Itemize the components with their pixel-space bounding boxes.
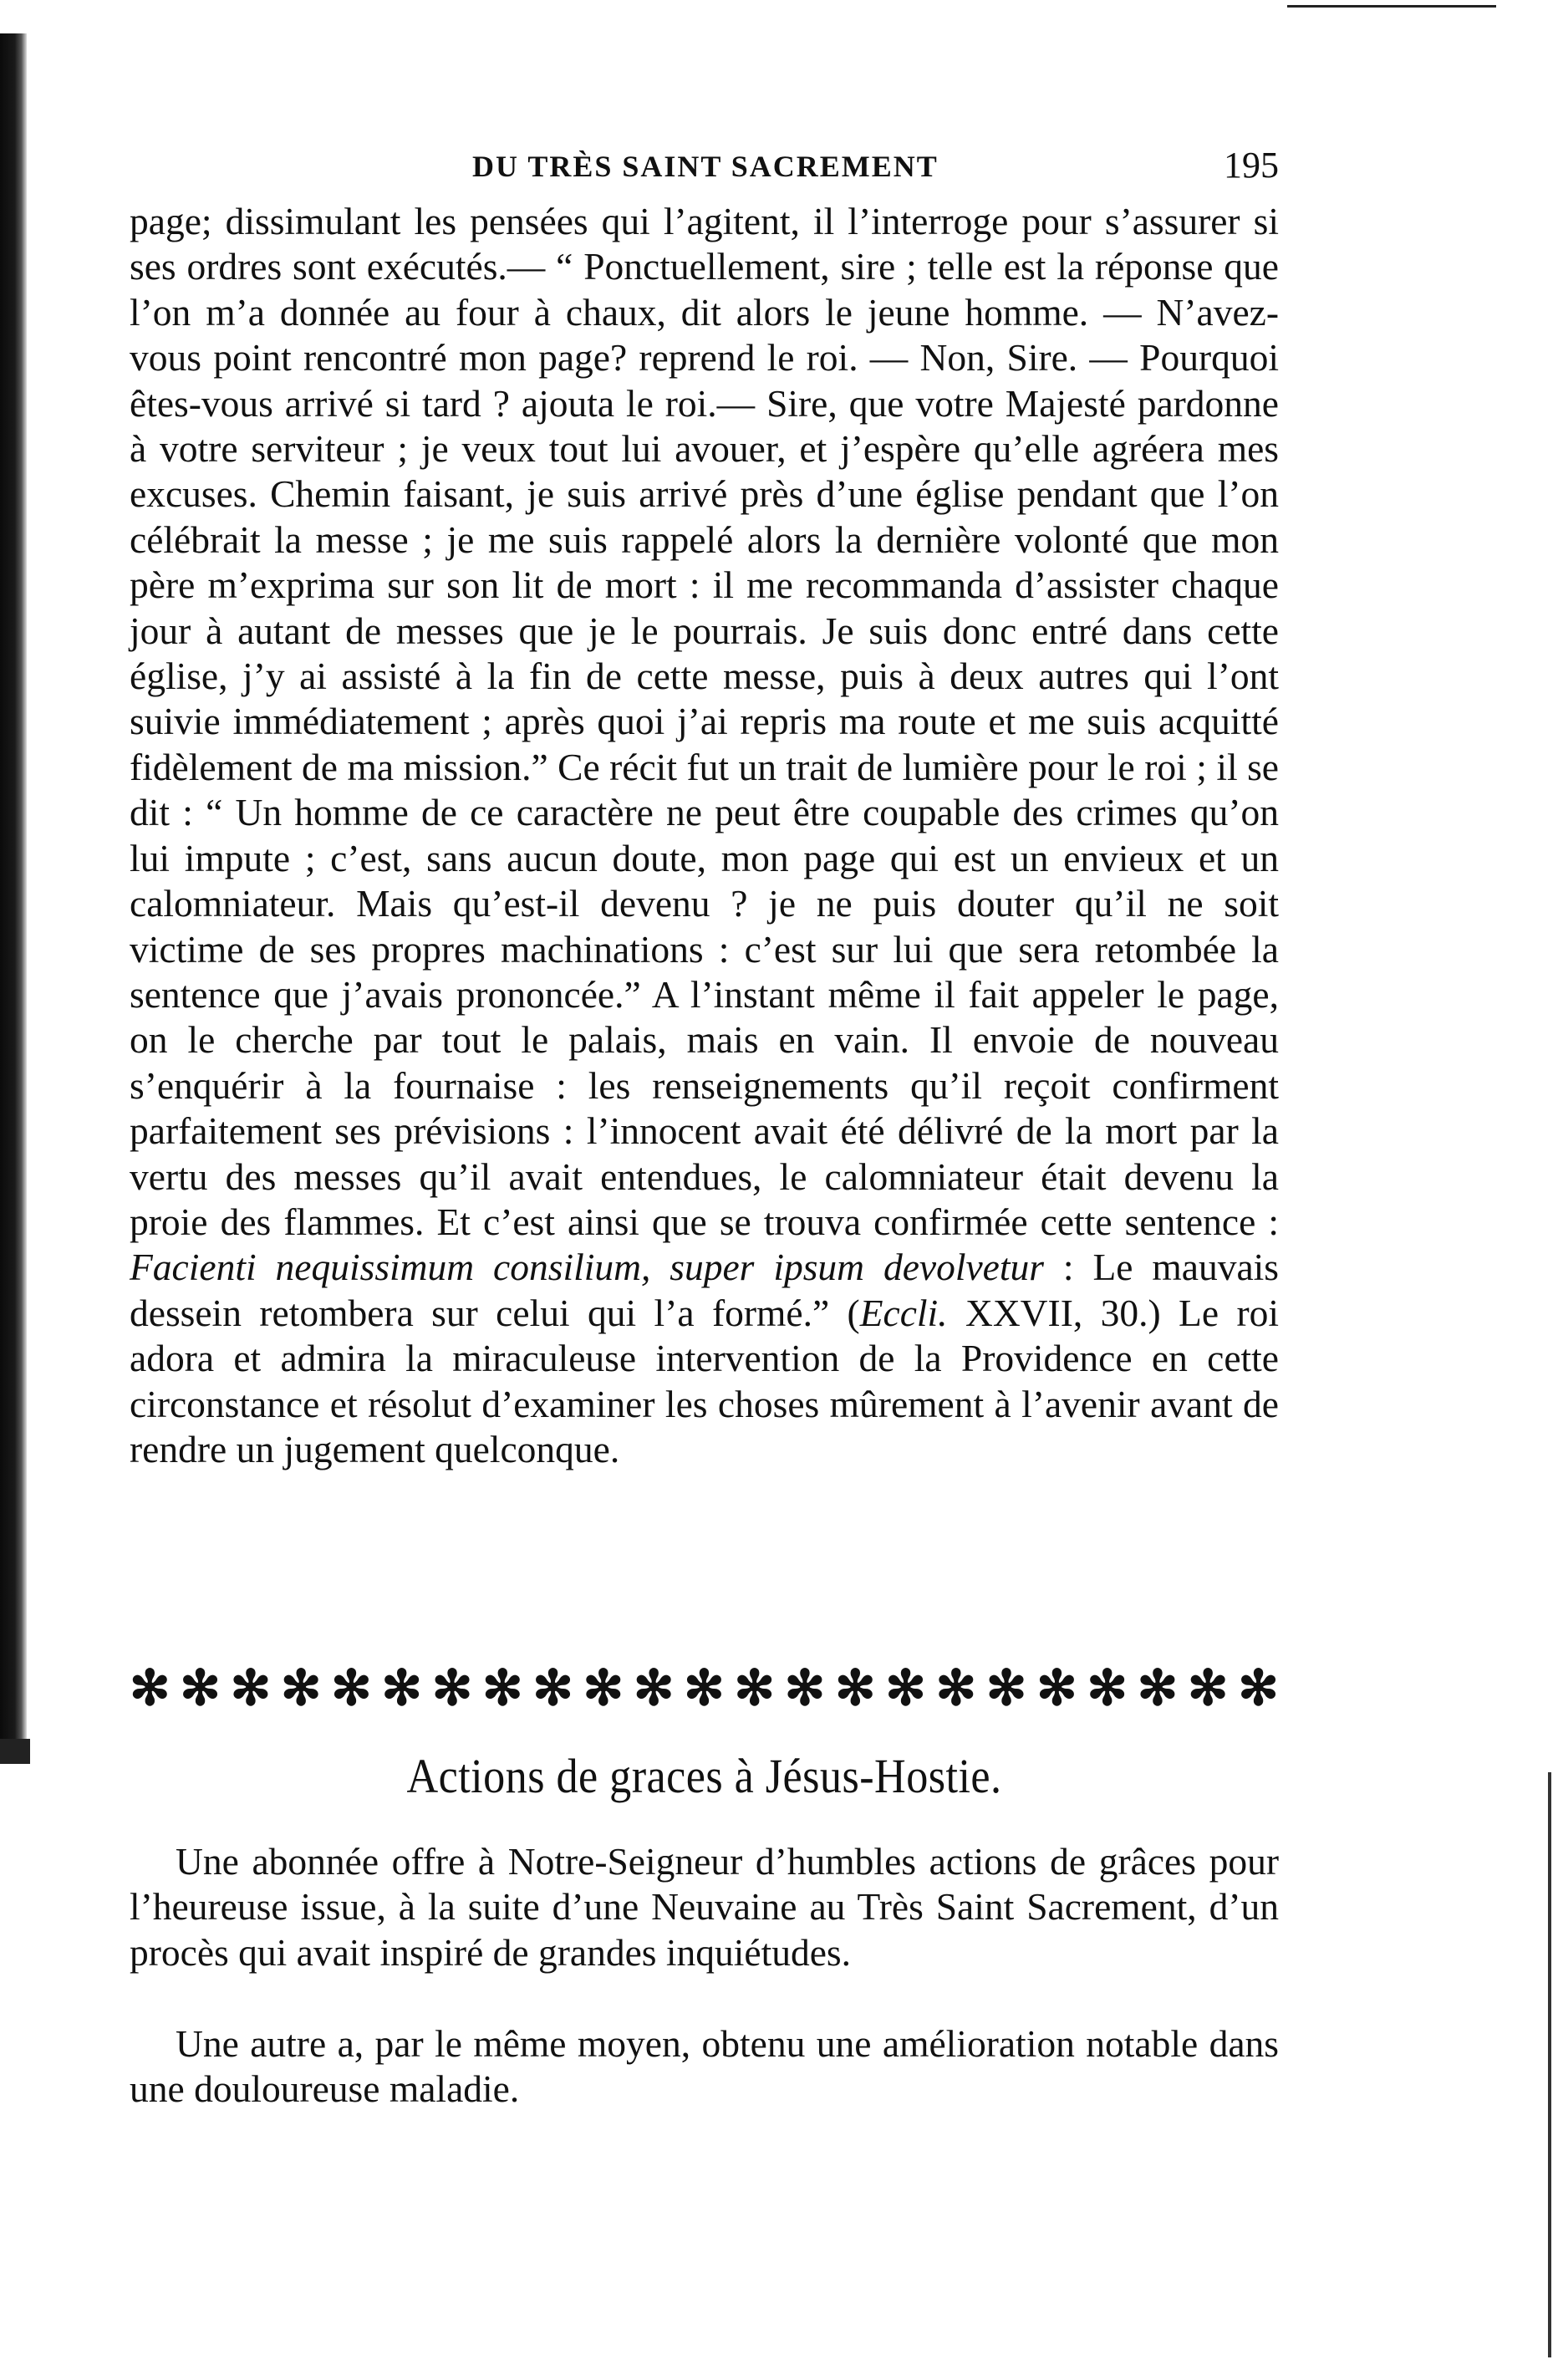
ornament-star-icon: ✻ — [381, 1661, 423, 1715]
page-number: 195 — [1224, 145, 1279, 186]
ornament-star-icon: ✻ — [331, 1661, 372, 1715]
notice-2 — [130, 2021, 1279, 2112]
ornament-star-icon: ✻ — [1238, 1661, 1279, 1715]
book-spine-shadow — [0, 33, 27, 1739]
ornament-star-icon: ✻ — [130, 1661, 171, 1715]
running-title: DU TRÈS SAINT SACREMENT — [472, 150, 939, 183]
ornament-star-icon: ✻ — [230, 1661, 272, 1715]
ornament-star-icon: ✻ — [734, 1661, 775, 1715]
ornament-star-icon: ✻ — [985, 1661, 1027, 1715]
ornament-star-icon: ✻ — [1187, 1661, 1229, 1715]
ornament-star-icon: ✻ — [180, 1661, 221, 1715]
latin-quote: Facienti nequissimum consilium, super ipsum devolvetur — [130, 1246, 1044, 1289]
notice-text: Une abonnée offre à Notre-Seigneur d’humbles actions de grâces pour l’heureuse issue, à la suite d’une Neuvaine au Très Saint Sacrement, d’un procès qui avait inspiré de grandes inquiétudes. — [130, 1840, 1279, 1974]
ornament-star-icon: ✻ — [633, 1661, 675, 1715]
ornament-star-icon: ✻ — [1087, 1661, 1128, 1715]
notice-text: Une autre a, par le même moyen, obtenu une amélioration notable dans une douloureuse maladie. — [130, 2022, 1279, 2111]
citation-ref: XXVII, 30.) — [947, 1291, 1161, 1334]
ornament-star-icon: ✻ — [1137, 1661, 1179, 1715]
citation-book: Eccli. — [859, 1291, 948, 1334]
ornament-star-icon: ✻ — [834, 1661, 876, 1715]
ornament-star-icon: ✻ — [280, 1661, 322, 1715]
quote-translation: : Le mauvais dessein retombera sur celui qui l’a formé.” ( — [130, 1246, 1279, 1334]
scan-edge-rule — [1287, 5, 1496, 8]
section-title: Actions de graces à Jésus-Hostie. — [406, 1749, 1002, 1803]
ornament-star-icon: ✻ — [784, 1661, 826, 1715]
scan-right-edge — [1548, 1772, 1551, 2357]
ornament-star-icon: ✻ — [431, 1661, 473, 1715]
main-text — [130, 199, 1279, 1472]
ornamental-divider — [130, 1659, 1279, 1718]
ornament-star-icon: ✻ — [481, 1661, 523, 1715]
ornament-star-icon: ✻ — [684, 1661, 725, 1715]
body-paragraph — [130, 199, 1279, 1472]
ornament-star-icon: ✻ — [532, 1661, 573, 1715]
ornament-star-icon: ✻ — [1036, 1661, 1077, 1715]
ornament-star-icon: ✻ — [935, 1661, 977, 1715]
body-paragraph-text: page; dissimulant les pensées qui l’agitent, il l’interroge pour s’assurer si ses ordres sont exécutés.— “ Ponctuellement, sire ; telle est la réponse que l’on m’a donnée au four à chaux, dit alors le jeune homme. — N’avez-vous point rencontré mon page? reprend le roi. — Non, Sire. — Pourquoi êtes-vous arrivé si tard ? ajouta le roi.— Sire, que votre Majesté pardonne à votre serviteur ; je veux tout lui avouer, et j’espère qu’elle agréera mes excuses. Chemin faisant, je suis arrivé près d’une église pendant que l’on célébrait la messe ; je me suis rappelé alors la dernière volonté que mon père m’exprima sur son lit de mort : il me recommanda d’assister chaque jour à autant de messes que je le pourrais. Je suis donc entré dans cette église, j’y ai assisté à la fin de cette messe, puis à deux autres qui l’ont suivie immédiatement ; après quoi j’ai repris ma route et me suis acquitté fidèlement de ma mission.” Ce récit fut un trait de lumière pour le roi ; il se dit : “ Un homme de ce caractère ne peut être coupable des crimes qu’on lui impute ; c’est, sans aucun doute, mon page qui est un envieux et un calomniateur. Mais qu’est-il devenu ? je ne puis douter qu’il ne soit victime de ses propres machinations : c’est sur lui que sera retombée la sentence que j’avais prononcée.” A l’instant même il fait appeler le page, on le cherche par tout le palais, mais en vain. Il envoie de nouveau s’enquérir à la fournaise : les renseignements qu’il reçoit confirment parfaitement ses prévisions : l’innocent avait été délivré de la mort par la vertu des messes qu’il avait entendues, le calomniateur était devenu la proie des flammes. Et c’est ainsi que se trouva confirmée cette sentence : — [130, 200, 1279, 1243]
book-spine-shadow-fragment — [0, 1739, 30, 1764]
running-header — [130, 145, 1279, 199]
notice-1 — [130, 1839, 1279, 1975]
closing-text: Le roi adora et admira la miraculeuse intervention de la Providence en cette circonstance et résolut d’examiner les choses mûrement à l’avenir avant de rendre un jugement quelconque. — [130, 1291, 1279, 1470]
ornament-star-icon: ✻ — [885, 1661, 926, 1715]
ornament-star-icon: ✻ — [583, 1661, 624, 1715]
